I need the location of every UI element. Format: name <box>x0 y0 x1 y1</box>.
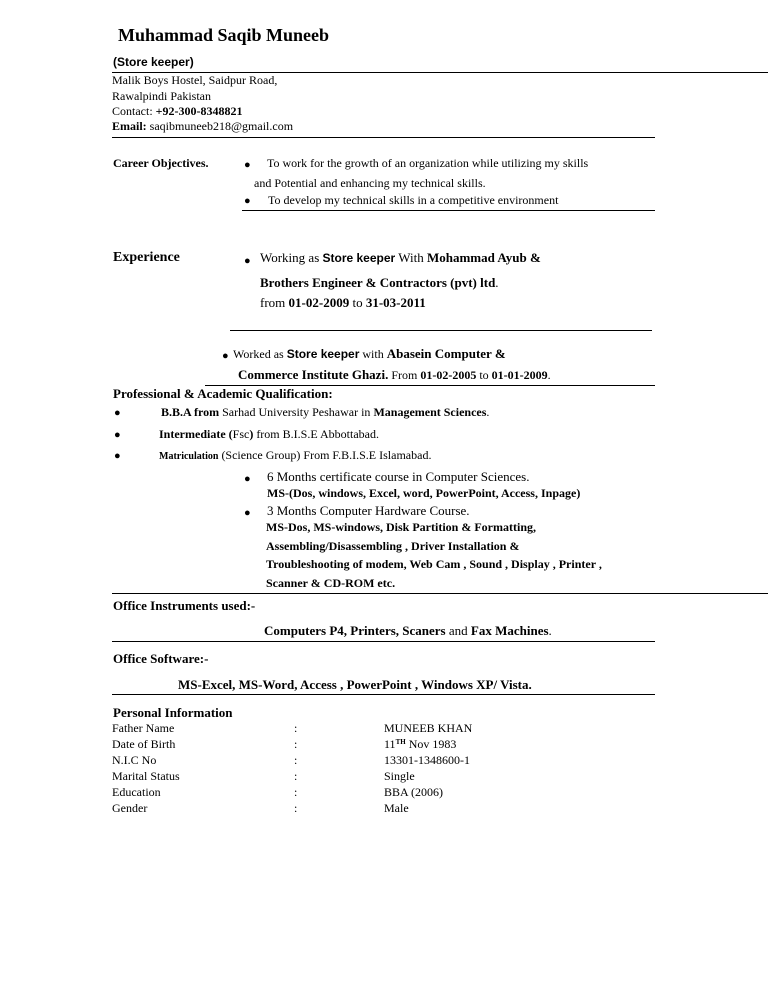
career-objective-1-cont: and Potential and enhancing my technical skills. <box>254 176 486 190</box>
qualification-heading: Professional & Academic Qualification: <box>113 386 333 401</box>
job-1-line-1 <box>260 251 541 266</box>
course-2-title: 3 Months Computer Hardware Course. <box>267 503 470 518</box>
personal-label-dob: Date of Birth <box>112 737 176 751</box>
personal-value-nic: 13301-1348600-1 <box>384 753 470 767</box>
divider <box>112 137 655 138</box>
instruments-and: and <box>445 623 471 638</box>
career-objective-1: To work for the growth of an organization while utilizing my skills <box>267 156 589 170</box>
course-1-title: 6 Months certificate course in Computer Sciences. <box>267 469 530 484</box>
inter-degree: Intermediate ( <box>159 427 233 441</box>
job-2-line-2 <box>238 368 551 383</box>
job-1-company: Mohammad Ayub & <box>426 250 541 265</box>
personal-value-father: MUNEEB KHAN <box>384 721 473 735</box>
divider <box>112 641 655 642</box>
inter-close: ) <box>249 427 254 441</box>
job-1-from-date: 01-02-2009 <box>288 295 350 310</box>
qualification-bba <box>161 406 489 420</box>
bullet-icon: ● <box>244 473 251 485</box>
personal-colon: : <box>294 769 298 783</box>
divider <box>230 330 652 331</box>
career-objective-2: To develop my technical skills in a competitive environment <box>268 193 559 207</box>
instruments-list <box>264 624 552 639</box>
personal-label-education: Education <box>112 785 161 799</box>
candidate-role: (Store keeper) <box>113 55 194 69</box>
job-2-to-date: 01-01-2009 <box>491 368 548 382</box>
job-1-role: Store keeper <box>322 251 396 265</box>
job-2-with: with <box>359 347 387 361</box>
personal-value-marital: Single <box>384 769 415 783</box>
personal-value-education: BBA (2006) <box>384 785 444 799</box>
contact-label: Contact: <box>112 104 156 118</box>
course-2-detail-1: MS-Dos, MS-windows, Disk Partition & Formatting, <box>266 520 536 534</box>
personal-colon: : <box>294 721 298 735</box>
experience-heading: Experience <box>113 250 180 265</box>
personal-value-gender: Male <box>384 801 409 815</box>
personal-label-marital: Marital Status <box>112 769 180 783</box>
job-1-company-cont: Brothers Engineer & Contractors (pvt) ltd <box>260 275 496 290</box>
job-2-prefix: Worked as <box>233 347 287 361</box>
instruments-heading: Office Instruments used:- <box>113 598 256 613</box>
job-1-to-label: to <box>349 295 366 310</box>
instruments-end: . <box>548 623 552 638</box>
job-1-period: . <box>495 275 499 290</box>
job-2-company-cont: Commerce Institute Ghazi. <box>238 367 389 382</box>
personal-colon: : <box>294 801 298 815</box>
candidate-name: Muhammad Saqib Muneeb <box>118 25 330 45</box>
contact-line <box>112 105 243 119</box>
course-2-detail-4: Scanner & CD-ROM etc. <box>266 576 396 590</box>
bullet-icon: ● <box>114 450 121 462</box>
dob-rest: Nov 1983 <box>405 737 457 751</box>
dob-suffix: TH <box>395 738 406 746</box>
job-2-from-label: From <box>388 368 421 382</box>
job-1-dates <box>260 296 426 311</box>
bullet-icon: ● <box>244 195 251 207</box>
divider <box>242 210 655 211</box>
course-1-detail: MS-(Dos, windows, Excel, word, PowerPoint, Access, Inpage) <box>267 486 581 500</box>
qualification-matric <box>159 449 431 463</box>
address-line-2: Rawalpindi Pakistan <box>112 89 211 103</box>
job-1-line-2 <box>260 276 499 291</box>
bullet-icon: ● <box>114 407 121 419</box>
course-2-detail-2: Assembling/Disassembling , Driver Installation & <box>266 539 520 553</box>
job-2-to-label: to <box>476 368 492 382</box>
address-line-1: Malik Boys Hostel, Saidpur Road, <box>112 73 278 87</box>
personal-label-nic: N.I.C No <box>112 753 157 767</box>
job-2-end: . <box>547 368 551 382</box>
bba-field: Management Sciences <box>373 405 487 419</box>
bba-end: . <box>486 405 490 419</box>
job-2-company: Abasein Computer & <box>386 346 506 361</box>
bullet-icon: ● <box>222 350 229 362</box>
personal-heading: Personal Information <box>113 705 233 720</box>
job-2-from-date: 01-02-2005 <box>420 368 477 382</box>
instruments-last: Fax Machines <box>470 623 549 638</box>
software-list: MS-Excel, MS-Word, Access , PowerPoint , Windows XP/ Vista. <box>178 677 532 692</box>
matric-degree: Matriculation <box>159 451 219 462</box>
job-1-with: With <box>395 250 427 265</box>
personal-label-gender: Gender <box>112 801 148 815</box>
email-address: saqibmuneeb218@gmail.com <box>149 119 294 133</box>
matric-text: (Science Group) From F.B.I.S.E Islamabad. <box>218 448 432 462</box>
email-line <box>112 120 293 134</box>
software-heading: Office Software:- <box>113 651 209 666</box>
instruments-items: Computers P4, Printers, Scaners <box>264 623 446 638</box>
divider <box>112 593 768 594</box>
inter-text: from B.I.S.E Abbottabad. <box>253 427 379 441</box>
bba-degree: B.B.A from <box>161 405 220 419</box>
bba-text: Sarhad University Peshawar in <box>219 405 374 419</box>
personal-colon: : <box>294 785 298 799</box>
course-2-detail-3: Troubleshooting of modem, Web Cam , Sound , Display , Printer , <box>266 557 602 571</box>
divider <box>112 694 655 695</box>
personal-label-father: Father Name <box>112 721 175 735</box>
personal-colon: : <box>294 737 298 751</box>
bullet-icon: ● <box>114 429 121 441</box>
bullet-icon: ● <box>244 159 251 171</box>
job-2-role: Store keeper <box>286 347 360 361</box>
job-2-line-1 <box>233 347 506 362</box>
inter-fsc: Fsc <box>232 427 250 441</box>
job-1-from-label: from <box>260 295 289 310</box>
personal-colon: : <box>294 753 298 767</box>
dob-day: 11 <box>384 737 396 751</box>
qualification-intermediate <box>159 428 379 442</box>
personal-value-dob <box>384 738 456 752</box>
contact-phone: +92-300-8348821 <box>155 104 243 118</box>
bullet-icon: ● <box>244 255 251 267</box>
bullet-icon: ● <box>244 507 251 519</box>
job-1-to-date: 31-03-2011 <box>365 295 426 310</box>
career-heading: Career Objectives. <box>113 156 209 170</box>
email-label: Email: <box>112 119 150 133</box>
job-1-prefix: Working as <box>260 250 323 265</box>
